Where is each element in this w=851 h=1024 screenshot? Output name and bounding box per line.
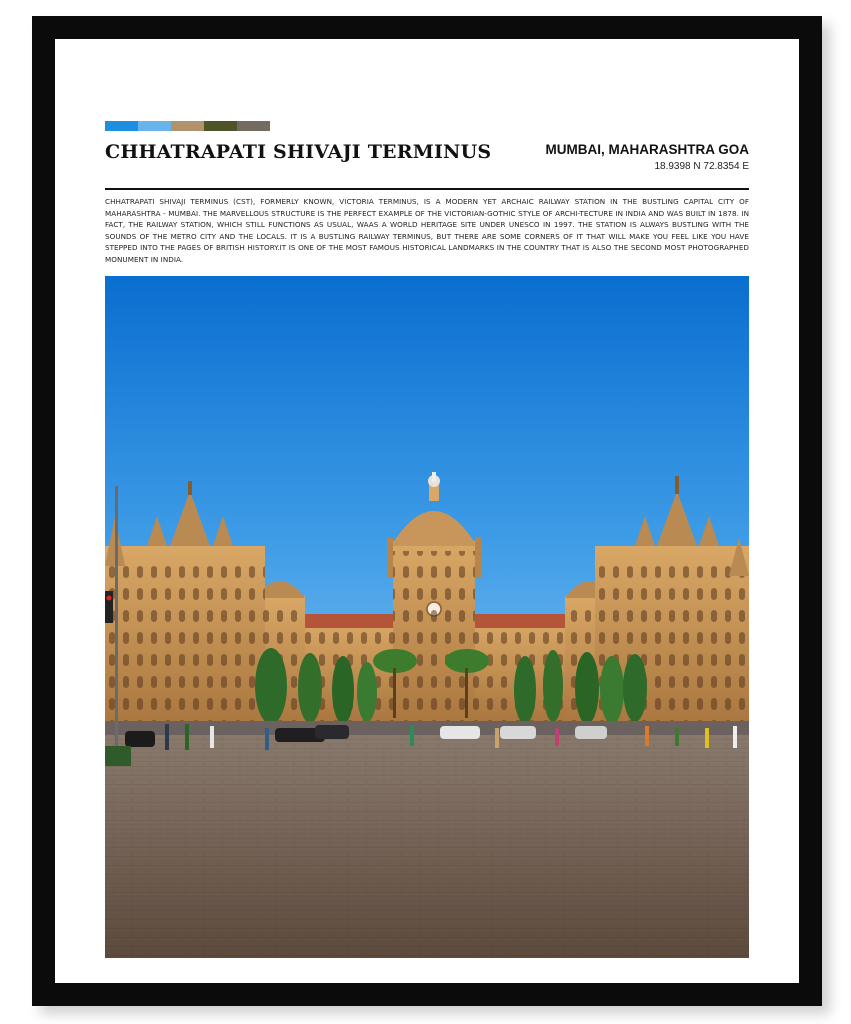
palette-swatch — [171, 121, 204, 131]
poster-frame — [32, 16, 822, 1006]
palette-swatch — [105, 121, 138, 131]
palette-swatch — [138, 121, 171, 131]
terminus-photo — [105, 276, 749, 958]
palette-swatch — [204, 121, 237, 131]
location-name: MUMBAI, MAHARASHTRA GOA — [545, 142, 749, 157]
divider — [105, 188, 749, 190]
color-palette — [105, 121, 270, 131]
gps-coordinates: 18.9398 N 72.8354 E — [654, 161, 749, 172]
palette-swatch — [237, 121, 270, 131]
poster-mat — [55, 39, 799, 983]
description-text: CHHATRAPATI SHIVAJI TERMINUS (CST), FORMERLY KNOWN, VICTORIA TERMINUS, IS A MODERN YET ARCHAIC RAILWAY STATION IN THE BUSTLING CAPITAL CITY OF MAHARASHTRA - MUMBAI. THE MARVELLOUS STRUCTURE IS THE PERFECT EXAMPLE OF THE VICTORIAN-GOTHIC STYLE OF ARCHI-TECTURE IN INDIA AND WAS BUILT IN 1878. IN FACT, THE RAILWAY STATION, WHICH STILL FUNCTIONS AS USUAL, WAAS A WORLD HERITAGE SITE UNDER UNESCO IN 1997. THE STATION IS ALWAYS BUSTLING WITH THE SOUNDS OF THE METRO CITY AND THE LOCALS. IT IS A BUSTLING RAILWAY TERMINUS, BUT THERE ARE SOME CORNERS OF IT THAT WILL MAKE YOU FEEL LIKE YOU HAVE STEPPED INTO THE PAGES OF BRITISH HISTORY.IT IS ONE OF THE MOST FAMOUS HISTORICAL LANDMARKS IN THE COUNTRY THAT IS ALSO THE SECOND MOST PHOTOGRAPHED MONUMENT IN INDIA. — [105, 197, 749, 264]
poster-title: CHHATRAPATI SHIVAJI TERMINUS — [105, 141, 492, 163]
